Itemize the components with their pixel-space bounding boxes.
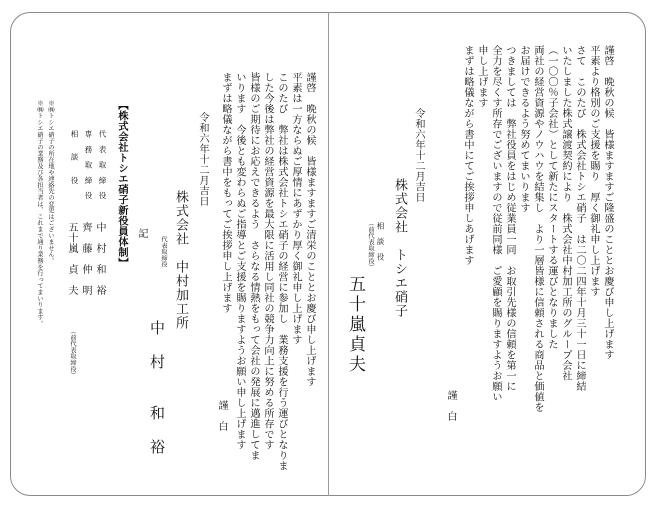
role-name: 五十嵐 貞 夫	[66, 222, 77, 296]
role-name: 齊 藤 仲 明	[80, 222, 91, 296]
letter-line: このたび 弊社は株式会社トシエ硝子の経営に参加し 業務支援を行う運びとなりま	[276, 72, 287, 471]
rep-name: 中 村 和 裕	[148, 320, 166, 456]
letter-line: した今後は弊社の経営資源を最大限に活用し同社の競争力向上に努める所存です	[262, 72, 273, 450]
letter-line: まずは略儀ながら書中をもってご挨拶申し上げます	[220, 72, 231, 314]
date: 令和六年十二月吉日	[413, 108, 424, 203]
role-name: 中 村 和 裕	[94, 222, 105, 296]
letter-line: 平素は一方ならぬご厚情にあずかり厚く御礼申し上げます	[290, 72, 301, 345]
person-title: 相 談 役	[376, 222, 385, 261]
footnote: ※㈱トシエ硝子の所在地や連絡先の変更はございません。	[47, 100, 54, 264]
person-former-title: （前代表取締役）	[367, 220, 374, 271]
closing-kinpaku: 謹 白	[216, 400, 227, 432]
role-note: （前代表取締役）	[69, 328, 76, 379]
company-name: 株式会社 トシエ硝子	[392, 178, 407, 318]
letter-line: さて このたび 株式会社トシエ硝子 は二〇二四年十月三十一日に締結	[574, 45, 585, 392]
date: 令和六年十二月吉日	[197, 112, 208, 207]
letter-line: （一〇〇％子会社）として新たにスタートする運びとなりました	[546, 45, 557, 350]
company-name: 株式会社 中村加工所	[173, 190, 188, 330]
role-title: 代 表 取 締 役	[98, 130, 107, 200]
letter-line: 全力を尽くす所存でございますので従前同様 ご愛顧を賜りますようお願い	[490, 45, 501, 402]
letter-line: 謹啓 晩秋の候 皆様ますますご清栄のこととお慶び申し上げます	[304, 72, 315, 387]
ki-heading: 記	[136, 228, 147, 239]
letter-line: つきましては 弊社役員をはじめ従業員一同 お取引先様の信頼を第一に	[504, 45, 515, 392]
letter-line: 平素より格別のご支援を賜り 厚く御礼申し上げます	[588, 45, 599, 297]
person-name: 五十嵐貞夫	[345, 275, 365, 375]
role-title: 専 務 取 締 役	[84, 130, 93, 200]
footnote: ※㈱トシエ硝子の業務及び各担当者は、これまで通り業務を行ってまいります。	[36, 100, 43, 327]
section-title: 【株式会社トシエ硝子新役員体制】	[116, 100, 128, 268]
letter-line: まずは略儀ながら書中にてご挨拶申しあげます	[462, 45, 473, 266]
closing-kinpaku: 謹 白	[445, 390, 456, 422]
center-fold-line	[328, 12, 329, 496]
letter-line: いたしました株式譲渡契約により 株式会社中村加工所のグループ会社	[560, 45, 571, 381]
letter-line: いります 今後とも変わらぬご指導とご支援を賜りますようお願い申し上げます	[234, 72, 245, 450]
rep-title: 代表取締役	[160, 236, 167, 268]
letter-line: お届けできるよう努めてまいります	[518, 45, 529, 213]
letter-line: 両社の経営資源やノウハウを結集し より一層皆様に信頼される商品と価値を	[532, 45, 543, 413]
letter-line: 皆様のご期待にお応えできるよう さらなる情熱をもって会社の発展に邁進してま	[248, 72, 259, 461]
letter-line: 申し上げます	[476, 45, 487, 108]
letter-line: 謹啓 晩秋の候 皆様ますますご隆盛のこととお慶び申し上げます	[602, 45, 613, 360]
role-title: 相 談 役	[70, 130, 79, 184]
